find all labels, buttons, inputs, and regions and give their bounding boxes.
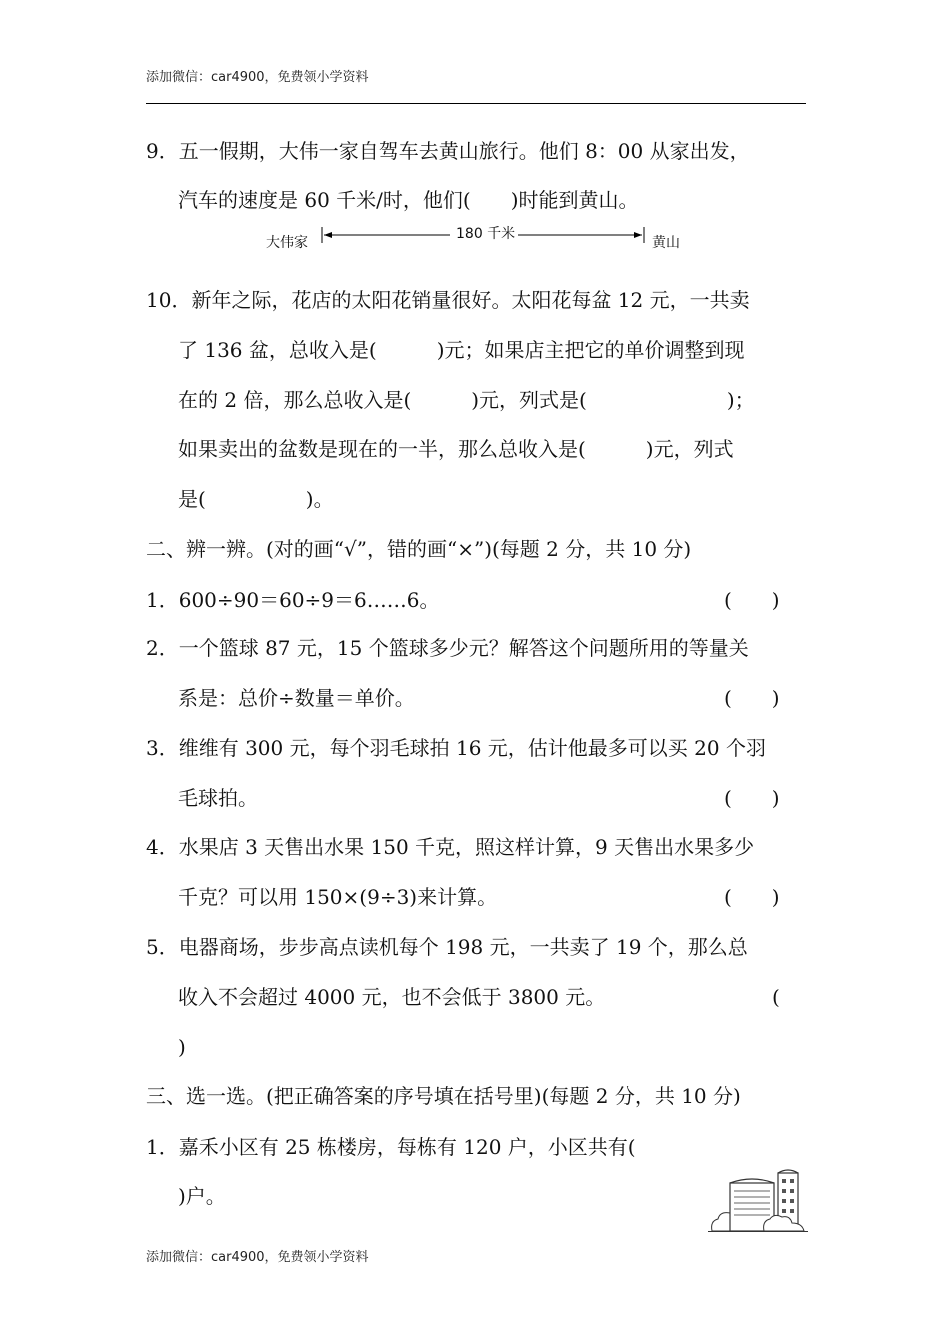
- s2-item5-paren-close: ): [178, 1035, 186, 1059]
- section3-title: 三、选一选。(把正确答案的序号填在括号里)(每题 2 分，共 10 分): [146, 1084, 741, 1108]
- s2-item2-answer-paren: ( ): [724, 686, 780, 710]
- q10-line1: 10．新年之际，花店的太阳花销量很好。太阳花每盆 12 元，一共卖: [146, 288, 750, 312]
- s2-item5-line2: 收入不会超过 4000 元，也不会低于 3800 元。: [178, 985, 606, 1009]
- s2-item4-line2: 千克？可以用 150×(9÷3)来计算。: [178, 885, 498, 909]
- s3-q1-line2: )户。: [178, 1184, 226, 1208]
- section2-title: 二、辨一辨。(对的画“√”，错的画“×”)(每题 2 分，共 10 分): [146, 537, 692, 561]
- s2-item2-line2: 系是：总价÷数量＝单价。: [178, 686, 415, 710]
- q9-line2: 汽车的速度是 60 千米/时，他们( )时能到黄山。: [178, 188, 639, 212]
- footer-text: 添加微信：car4900，免费领小学资料: [146, 1250, 369, 1265]
- s2-item2-line1: 2．一个篮球 87 元，15 个篮球多少元？解答这个问题所用的等量关: [146, 636, 749, 660]
- s2-item1-answer-paren: ( ): [724, 588, 780, 612]
- diagram-distance-label: 180 千米: [456, 226, 516, 242]
- q10-line5: 是( )。: [178, 487, 334, 511]
- apartment-building-icon: [708, 1163, 808, 1233]
- diagram-end-label: 黄山: [652, 235, 680, 251]
- q9-line1: 9．五一假期，大伟一家自驾车去黄山旅行。他们 8：00 从家出发，: [146, 139, 750, 163]
- s3-q1-line1: 1．嘉禾小区有 25 栋楼房，每栋有 120 户，小区共有(: [146, 1135, 636, 1159]
- q10-line2: 了 136 盆，总收入是( )元；如果店主把它的单价调整到现: [178, 338, 745, 362]
- q10-line3: 在的 2 倍，那么总收入是( )元，列式是( )；: [178, 388, 755, 412]
- s2-item4-answer-paren: ( ): [724, 885, 780, 909]
- s2-item3-answer-paren: ( ): [724, 786, 780, 810]
- s2-item3-line2: 毛球拍。: [178, 786, 258, 810]
- s2-item5-paren-open: (: [772, 985, 780, 1009]
- s2-item1-text: 1．600÷90＝60÷9＝6……6。: [146, 588, 440, 612]
- diagram-start-label: 大伟家: [266, 235, 308, 251]
- header-text: 添加微信：car4900，免费领小学资料: [146, 70, 369, 85]
- header-rule: [146, 103, 806, 104]
- s2-item5-line1: 5．电器商场，步步高点读机每个 198 元，一共卖了 19 个，那么总: [146, 935, 748, 959]
- s2-item4-line1: 4．水果店 3 天售出水果 150 千克，照这样计算，9 天售出水果多少: [146, 835, 755, 859]
- q10-line4: 如果卖出的盆数是现在的一半，那么总收入是( )元，列式: [178, 437, 734, 461]
- distance-diagram: [266, 221, 686, 255]
- s2-item3-line1: 3．维维有 300 元，每个羽毛球拍 16 元，估计他最多可以买 20 个羽: [146, 736, 766, 760]
